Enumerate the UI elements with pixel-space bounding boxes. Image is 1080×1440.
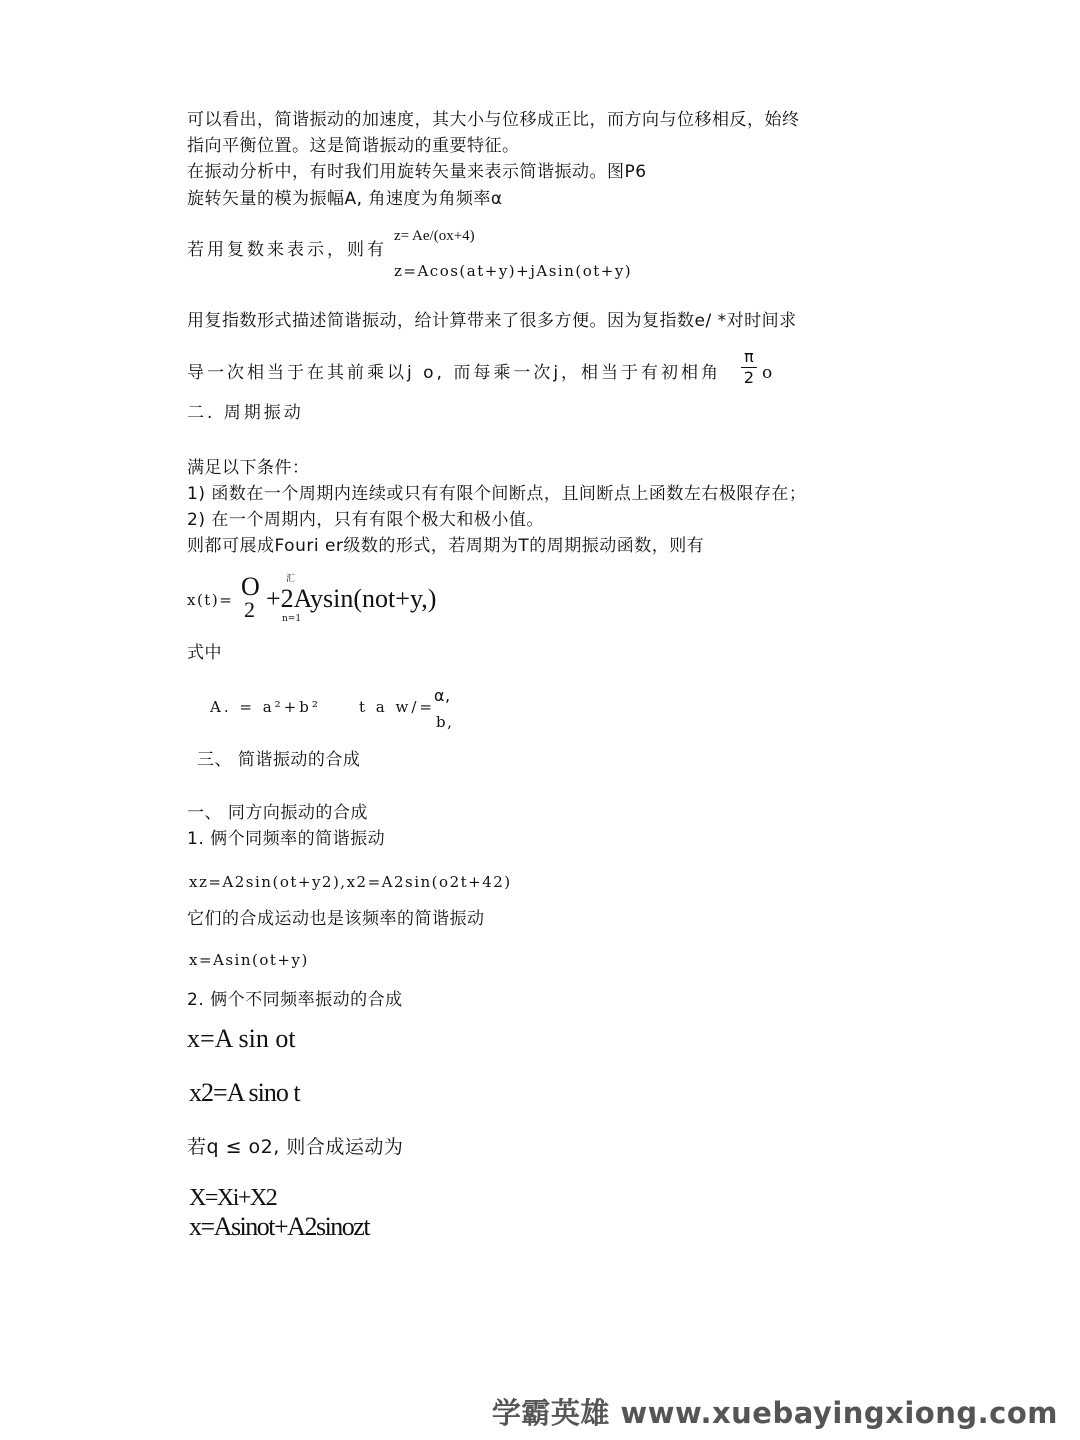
formula-xt-lhs: x(t)= (187, 591, 234, 609)
paragraph-line-7-tail: o (762, 363, 774, 383)
conditions-title: 满足以下条件： (187, 458, 310, 478)
formula-x2: x2=A sino t (189, 1078, 300, 1107)
paragraph-line-2: 指向平衡位置。这是简谐振动的重要特征。 (187, 136, 520, 156)
formula-xt-sum-top: 汇 (286, 574, 296, 584)
formula-x-result: x=Asin(ot+y) (189, 951, 309, 969)
subsection-same-frequency: 1. 俩个同频率的简谐振动 (187, 829, 386, 849)
formula-xz: xz=A2sin(ot+y2),x2=A2sin(o2t+42) (189, 873, 512, 891)
formula-x-sum: x=Asinot+A2sinozt (189, 1212, 370, 1241)
same-frequency-result: 它们的合成运动也是该频率的简谐振动 (187, 909, 485, 929)
fraction-denominator: 2 (743, 368, 755, 387)
condition-2: 2) 在一个周期内，只有有限个极大和极小值。 (187, 510, 544, 530)
formula-xt-main: +2Aysin(not+y,) (266, 584, 437, 613)
condition-q: 若q ≤ o2, 则合成运动为 (187, 1136, 404, 1158)
formula-b-denominator: b, (436, 713, 454, 731)
paragraph-line-5: 若用复数来表示，则有 (187, 240, 387, 260)
watermark: 学霸英雄 www.xuebayingxiong.com (491, 1396, 1058, 1430)
shizhong-label: 式中 (187, 643, 222, 663)
paragraph-line-4: 旋转矢量的模为振幅A, 角速度为角频率α (187, 189, 503, 209)
paragraph-line-1: 可以看出，简谐振动的加速度，其大小与位移成正比，而方向与位移相反，始终 (187, 110, 800, 130)
formula-z1: z= Ae/(ox+4) (394, 228, 475, 244)
paragraph-line-6: 用复指数形式描述简谐振动，给计算带来了很多方便。因为复指数e/ *对时间求 (187, 311, 797, 331)
formula-z2: z=Acos(at+y)+jAsin(ot+y) (394, 262, 633, 280)
subsection-different-frequency: 2. 俩个不同频率振动的合成 (187, 990, 403, 1010)
formula-X-sum: X=Xi+X2 (189, 1185, 277, 1211)
formula-alpha-numerator: α, (434, 686, 451, 705)
paragraph-line-3: 在振动分析中，有时我们用旋转矢量来表示简谐振动。图P6 (187, 162, 647, 182)
fraction-pi-over-2 (739, 348, 759, 387)
formula-xt-denominator: 2 (244, 597, 255, 622)
paragraph-line-7: 导一次相当于在其前乘以j o, 而每乘一次j，相当于有初相角 (187, 363, 722, 383)
fraction-numerator: π (744, 347, 754, 366)
section-title-synthesis: 三、 简谐振动的合成 (197, 750, 361, 770)
formula-A-def: A. = a²+b² (210, 698, 321, 716)
subsection-same-direction: 一、 同方向振动的合成 (187, 803, 368, 823)
section-title-periodic: 二. 周期振动 (187, 403, 304, 423)
formula-xt-numerator: O (241, 572, 260, 601)
formula-x1: x=A sin ot (187, 1024, 296, 1053)
formula-taw: t a w/= (359, 698, 435, 716)
condition-1: 1) 函数在一个周期内连续或只有有限个间断点，且间断点上函数左右极限存在； (187, 484, 807, 504)
fourier-statement: 则都可展成Fouri er级数的形式，若周期为T的周期振动函数，则有 (187, 536, 705, 556)
formula-xt-sum-bottom: n=1 (282, 614, 302, 624)
